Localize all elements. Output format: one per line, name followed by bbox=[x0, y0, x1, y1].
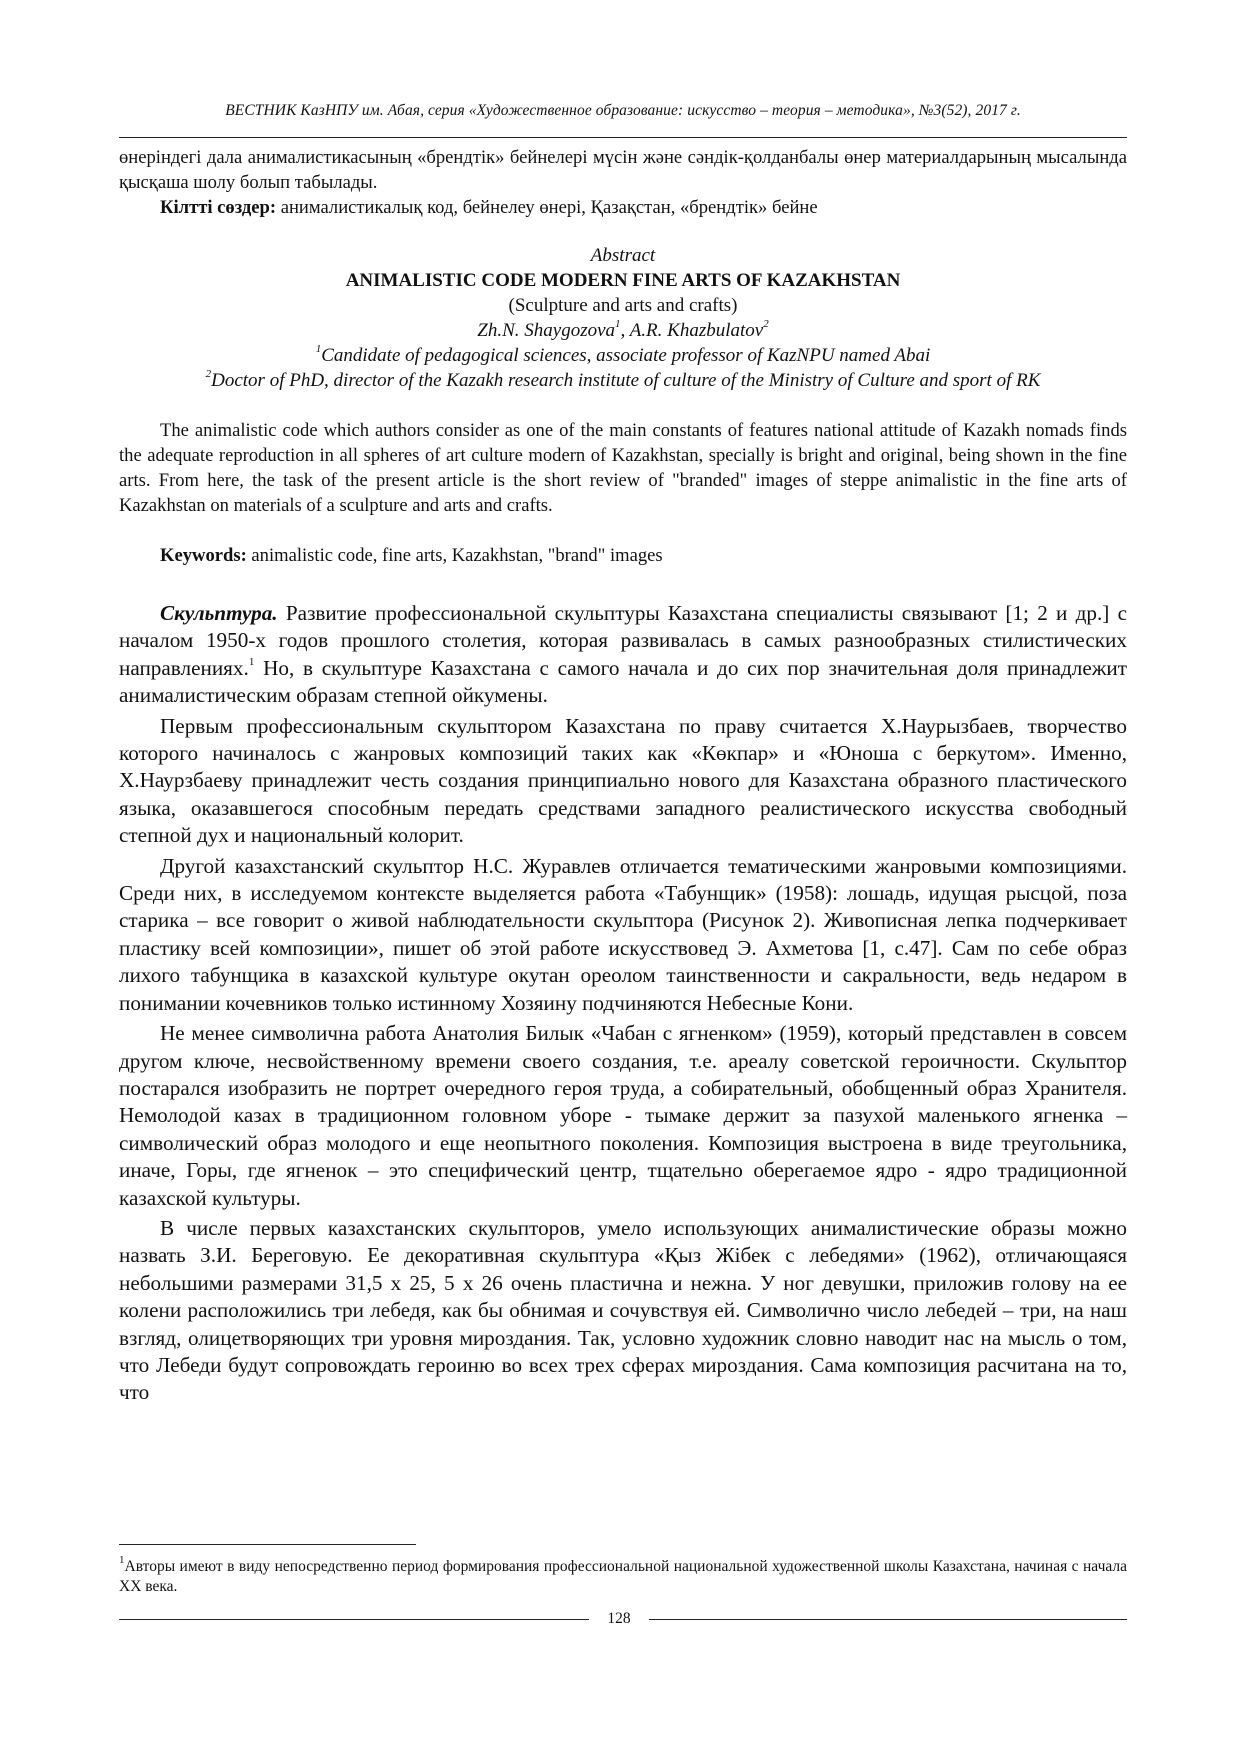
page-number-rule-left bbox=[119, 1619, 589, 1620]
en-keywords bbox=[119, 543, 1127, 568]
paragraph-1-part-a: Развитие профессиональной скульптуры Казахстана специалисты связывают [1; 2 и др.] с началом 1950-х годов прошлого столетия, которая развивалась в самых разнообразных стилистических направлениях. bbox=[119, 601, 1128, 680]
paragraph-4: Не менее символична работа Анатолия Билык «Чабан с ягненком» (1959), который представлен в совсем другом ключе, несвойственному времени своего создания, т.е. ареалу советской героичности. Скульптор постарался изобразить не портрет очередного героя труда, а собирательный, обобщенный образ Хранителя. Немолодой казах в традиционном головном уборе - тымаке держит за пазухой маленького ягненка – символический образ молодого и еще неопытного поколения. Композиция выстроена в виде треугольника, иначе, Горы, где ягненок – это специфический центр, тщательно оберегаемое ядро - ядро традиционной казахской культуры. bbox=[119, 1021, 1127, 1210]
page-number-row bbox=[119, 1610, 1127, 1630]
paragraph-2: Первым профессиональным скульптором Казахстана по праву считается Х.Наурызбаев, творчество которого начиналось с жанровых композиций таких как «Көкпар» и «Юноша с беркутом». Именно, Х.Наурзбаеву принадлежит честь создания принципиально нового для Казахстана образного пластического языка, оказавшегося способным передать средствами западного реалистического искусства свободный степной дух и национальный колорит. bbox=[119, 713, 1127, 848]
affiliation-2 bbox=[119, 368, 1127, 393]
paragraph-3: Другой казахстанский скульптор Н.С. Журавлев отличается тематическими жанровыми композициями. Среди них, в исследуемом контексте выделяется работа «Табунщик» (1958): лошадь, идущая рысцой, поза старика – все говорит о живой наблюдательности скульптора (Рисунок 2). Живописная лепка подчеркивает пластику всей композиции», пишет об этой работе искусствовед Э. Ахметова [1, с.47]. Сам по себе образ лихого табунщика в казахской культуре окутан ореолом таинственности и сакральности, ведь недаром в понимании кочевников только истинному Хозяину подчиняются Небесные Кони. bbox=[119, 853, 1127, 1015]
footnote bbox=[119, 1553, 1127, 1597]
footnote-ref: 1 bbox=[248, 655, 255, 668]
paragraph-5: В числе первых казахстанских скульпторов, умело использующих анималистические образы можно назвать З.И. Береговую. Ее декоративная скульптура «Қыз Жібек с лебедями» (1962), отличающаяся небольшими размерами 31,5 х 25, 5 х 26 очень пластична и нежна. У ног девушки, приложив голову на ее колени расположились три лебедя, как бы обнимая и сочувствуя ей. Символично число лебедей – три, на наш взгляд, олицетворяющих три уровня мироздания. Так, условно художник словно наводит нас на мысль о том, что Лебеди будут сопровождать героиню во всех трех сферах мироздания. Сама композиция расчитана на то, что bbox=[119, 1215, 1127, 1405]
affiliation-2-text: Doctor of PhD, director of the Kazakh research institute of culture of the Ministry of Culture and sport of RK bbox=[211, 370, 1041, 391]
author-2: A.R. Khazbulatov bbox=[629, 320, 764, 341]
kz-keywords-label: Кілтті сөздер: bbox=[160, 197, 277, 218]
abstract-heading: Abstract bbox=[590, 245, 656, 266]
header-rule bbox=[119, 137, 1127, 138]
author-separator: , bbox=[620, 320, 630, 341]
en-keywords-label: Keywords: bbox=[160, 545, 247, 566]
en-keywords-text: animalistic code, fine arts, Kazakhstan, "brand" images bbox=[251, 545, 663, 566]
affiliation-1 bbox=[119, 343, 1127, 368]
section-title: Скульптура. bbox=[160, 601, 278, 625]
page-number-rule-right bbox=[649, 1619, 1127, 1620]
page-number: 128 bbox=[607, 1610, 631, 1627]
affiliation-1-sup: 1 bbox=[315, 342, 322, 355]
abstract-title: ANIMALISTIC CODE MODERN FINE ARTS OF KAZAKHSTAN bbox=[345, 270, 901, 291]
author-2-sup: 2 bbox=[763, 317, 769, 330]
running-header: ВЕСТНИК КазНПУ им. Абая, серия «Художественное образование: искусство – теория – методика», №3(52), 2017 г. bbox=[225, 102, 1021, 119]
kz-abstract-continuation: өнеріндегі дала анималистикасының «брендтік» бейнелері мүсін және сәндік-қолданбалы өнер материалдарының мысалында қысқаша шолу болып табылады. bbox=[119, 147, 1127, 193]
author-1-sup: 1 bbox=[615, 317, 621, 330]
paragraph-1 bbox=[119, 600, 1127, 710]
main-text bbox=[119, 600, 1127, 1407]
abstract-body: The animalistic code which authors consider as one of the main constants of features national attitude of Kazakh nomads finds the adequate reproduction in all spheres of art culture modern of Kazakhstan, specially is bright and original, being shown in the fine arts. From here, the task of the present article is the short review of "branded" images of steppe animalistic in the fine arts of Kazakhstan on materials of a sculpture and arts and crafts. bbox=[119, 420, 1127, 516]
abstract-subtitle: (Sculpture and arts and crafts) bbox=[508, 295, 738, 316]
footnote-text: Авторы имеют в виду непосредственно период формирования профессиональной национальной художественной школы Казахстана, начиная с начала ХХ века. bbox=[119, 1558, 1127, 1595]
footnote-rule bbox=[119, 1544, 416, 1545]
kz-keywords bbox=[119, 195, 1127, 220]
paragraph-1-part-b: Но, в скульптуре Казахстана с самого начала и до сих пор значительная доля принадлежит анималистическим образам степной ойкумены. bbox=[119, 655, 1128, 708]
affiliation-1-text: Candidate of pedagogical sciences, associate professor of KazNPU named Abai bbox=[321, 345, 931, 366]
affiliation-2-sup: 2 bbox=[205, 367, 212, 380]
author-1: Zh.N. Shaygozova bbox=[477, 320, 616, 341]
footnote-sup: 1 bbox=[119, 1553, 125, 1566]
kz-keywords-text: анималистикалық код, бейнелеу өнері, Қазақстан, «брендтік» бейне bbox=[280, 197, 818, 218]
abstract-authors bbox=[119, 318, 1127, 343]
